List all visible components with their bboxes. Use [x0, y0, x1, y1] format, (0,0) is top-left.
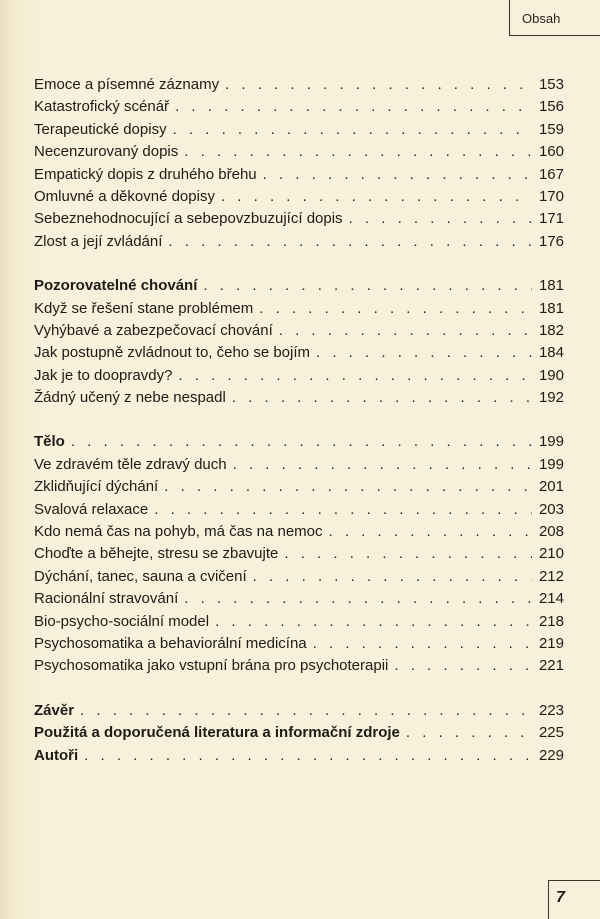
toc-entry	[34, 74, 564, 96]
page-number: 7	[556, 889, 565, 906]
toc-entry	[34, 588, 564, 610]
toc-entry-title: Omluvné a děkovné dopisy	[34, 187, 215, 205]
toc-entry	[34, 208, 564, 230]
dot-leader	[232, 387, 532, 409]
toc-entry	[34, 655, 564, 677]
toc-chapter-entry	[34, 700, 564, 722]
toc-entry-page: 153	[538, 76, 564, 93]
toc-chapter-entry	[34, 745, 564, 767]
toc-entry-page: 199	[538, 455, 564, 473]
section-gap	[34, 678, 564, 700]
toc-chapter-entry	[34, 431, 564, 453]
table-of-contents	[34, 74, 564, 767]
toc-entry-page: 218	[538, 612, 564, 630]
toc-entry	[34, 298, 564, 320]
dot-leader	[221, 186, 532, 208]
dot-leader	[215, 611, 532, 633]
toc-entry-page: 190	[538, 366, 564, 384]
dot-leader	[263, 164, 532, 186]
toc-entry-page: 203	[538, 500, 564, 518]
toc-entry-title: Empatický dopis z druhého břehu	[34, 165, 257, 183]
toc-entry-page: 212	[538, 567, 564, 585]
toc-entry-page: 221	[538, 657, 564, 675]
dot-leader	[184, 588, 532, 610]
toc-entry	[34, 476, 564, 498]
dot-leader	[164, 476, 532, 498]
toc-entry-title: Pozorovatelné chování	[34, 277, 198, 295]
dot-leader	[329, 521, 532, 543]
header-vertical-rule	[509, 0, 510, 36]
toc-entry	[34, 499, 564, 521]
toc-entry-title: Když se řešení stane problémem	[34, 299, 254, 317]
toc-entry-title: Ve zdravém těle zdravý duch	[34, 455, 227, 473]
toc-entry-page: 181	[538, 277, 564, 295]
toc-entry-page: 176	[538, 232, 564, 250]
running-header: Obsah	[522, 11, 561, 26]
footer-vertical-rule	[548, 880, 549, 919]
toc-entry	[34, 566, 564, 588]
toc-entry-title: Katastrofický scénář	[34, 98, 170, 116]
dot-leader	[203, 275, 532, 297]
toc-entry-title: Terapeutické dopisy	[34, 120, 167, 138]
toc-entry	[34, 454, 564, 476]
toc-entry	[34, 611, 564, 633]
toc-entry-page: 181	[538, 299, 564, 317]
toc-entry-title: Použitá a doporučená literatura a informační zdroje	[34, 724, 400, 742]
toc-entry-title: Svalová relaxace	[34, 500, 149, 518]
dot-leader	[394, 655, 532, 677]
toc-entry-title: Kdo nemá čas na pohyb, má čas na nemoc	[34, 523, 323, 541]
toc-entry-page: 171	[538, 210, 564, 228]
toc-entry	[34, 365, 564, 387]
toc-entry	[34, 119, 564, 141]
toc-chapter-entry	[34, 275, 564, 297]
toc-entry-title: Psychosomatika a behaviorální medicína	[34, 634, 307, 652]
dot-leader	[168, 231, 532, 253]
toc-entry-title: Psychosomatika jako vstupní brána pro psychoterapii	[34, 657, 389, 675]
toc-entry-title: Tělo	[34, 433, 65, 451]
toc-entry	[34, 186, 564, 208]
toc-entry-page: 210	[538, 545, 564, 563]
toc-entry-title: Bio-psycho-sociální model	[34, 612, 210, 630]
toc-entry	[34, 342, 564, 364]
toc-entry-page: 214	[538, 590, 564, 608]
section-gap	[34, 409, 564, 431]
dot-leader	[184, 141, 532, 163]
toc-entry-title: Zklidňující dýchání	[34, 478, 159, 496]
toc-entry-title: Emoce a písemné záznamy	[34, 76, 220, 93]
toc-entry-title: Sebeznehodnocující a sebepovzbuzující dopis	[34, 210, 343, 228]
dot-leader	[175, 96, 532, 118]
toc-entry-title: Dýchání, tanec, sauna a cvičení	[34, 567, 247, 585]
toc-entry-page: 225	[538, 724, 564, 742]
toc-entry-page: 201	[538, 478, 564, 496]
toc-entry	[34, 164, 564, 186]
toc-entry-page: 156	[538, 98, 564, 116]
toc-entry-page: 229	[538, 746, 564, 764]
toc-chapter-entry	[34, 722, 564, 744]
dot-leader	[253, 566, 532, 588]
section-gap	[34, 253, 564, 275]
toc-entry-page: 223	[538, 701, 564, 719]
toc-entry-page: 219	[538, 634, 564, 652]
dot-leader	[154, 499, 532, 521]
toc-entry-page: 170	[538, 187, 564, 205]
dot-leader	[349, 208, 532, 230]
toc-entry-title: Žádný učený z nebe nespadl	[34, 389, 226, 407]
toc-entry-title: Vyhýbavé a zabezpečovací chování	[34, 321, 273, 339]
header-horizontal-rule	[509, 35, 600, 36]
toc-entry	[34, 387, 564, 409]
toc-entry	[34, 320, 564, 342]
toc-entry	[34, 521, 564, 543]
toc-entry-title: Choďte a běhejte, stresu se zbavujte	[34, 545, 279, 563]
toc-entry-page: 159	[538, 120, 564, 138]
toc-entry-page: 184	[538, 344, 564, 362]
toc-entry-page: 208	[538, 523, 564, 541]
dot-leader	[259, 298, 532, 320]
toc-entry	[34, 141, 564, 163]
toc-entry-title: Autoři	[34, 746, 79, 764]
toc-entry	[34, 96, 564, 118]
toc-entry	[34, 633, 564, 655]
footer-horizontal-rule	[548, 880, 600, 881]
dot-leader	[233, 454, 532, 476]
dot-leader	[225, 74, 532, 96]
toc-entry-title: Jak postupně zvládnout to, čeho se bojím	[34, 344, 311, 362]
dot-leader	[173, 119, 532, 141]
toc-entry-title: Závěr	[34, 701, 75, 719]
toc-entry-title: Zlost a její zvládání	[34, 232, 163, 250]
toc-entry	[34, 231, 564, 253]
dot-leader	[84, 745, 532, 767]
dot-leader	[316, 342, 532, 364]
toc-entry-title: Jak je to doopravdy?	[34, 366, 173, 384]
dot-leader	[279, 320, 532, 342]
toc-entry-page: 160	[538, 143, 564, 161]
toc-entry-title: Racionální stravování	[34, 590, 179, 608]
dot-leader	[80, 700, 532, 722]
dot-leader	[71, 431, 532, 453]
toc-entry	[34, 543, 564, 565]
dot-leader	[178, 365, 532, 387]
toc-entry-page: 199	[538, 433, 564, 451]
toc-entry-title: Necenzurovaný dopis	[34, 143, 179, 161]
toc-entry-page: 167	[538, 165, 564, 183]
toc-entry-page: 192	[538, 389, 564, 407]
dot-leader	[284, 543, 532, 565]
dot-leader	[406, 722, 532, 744]
dot-leader	[313, 633, 532, 655]
toc-entry-page: 182	[538, 321, 564, 339]
